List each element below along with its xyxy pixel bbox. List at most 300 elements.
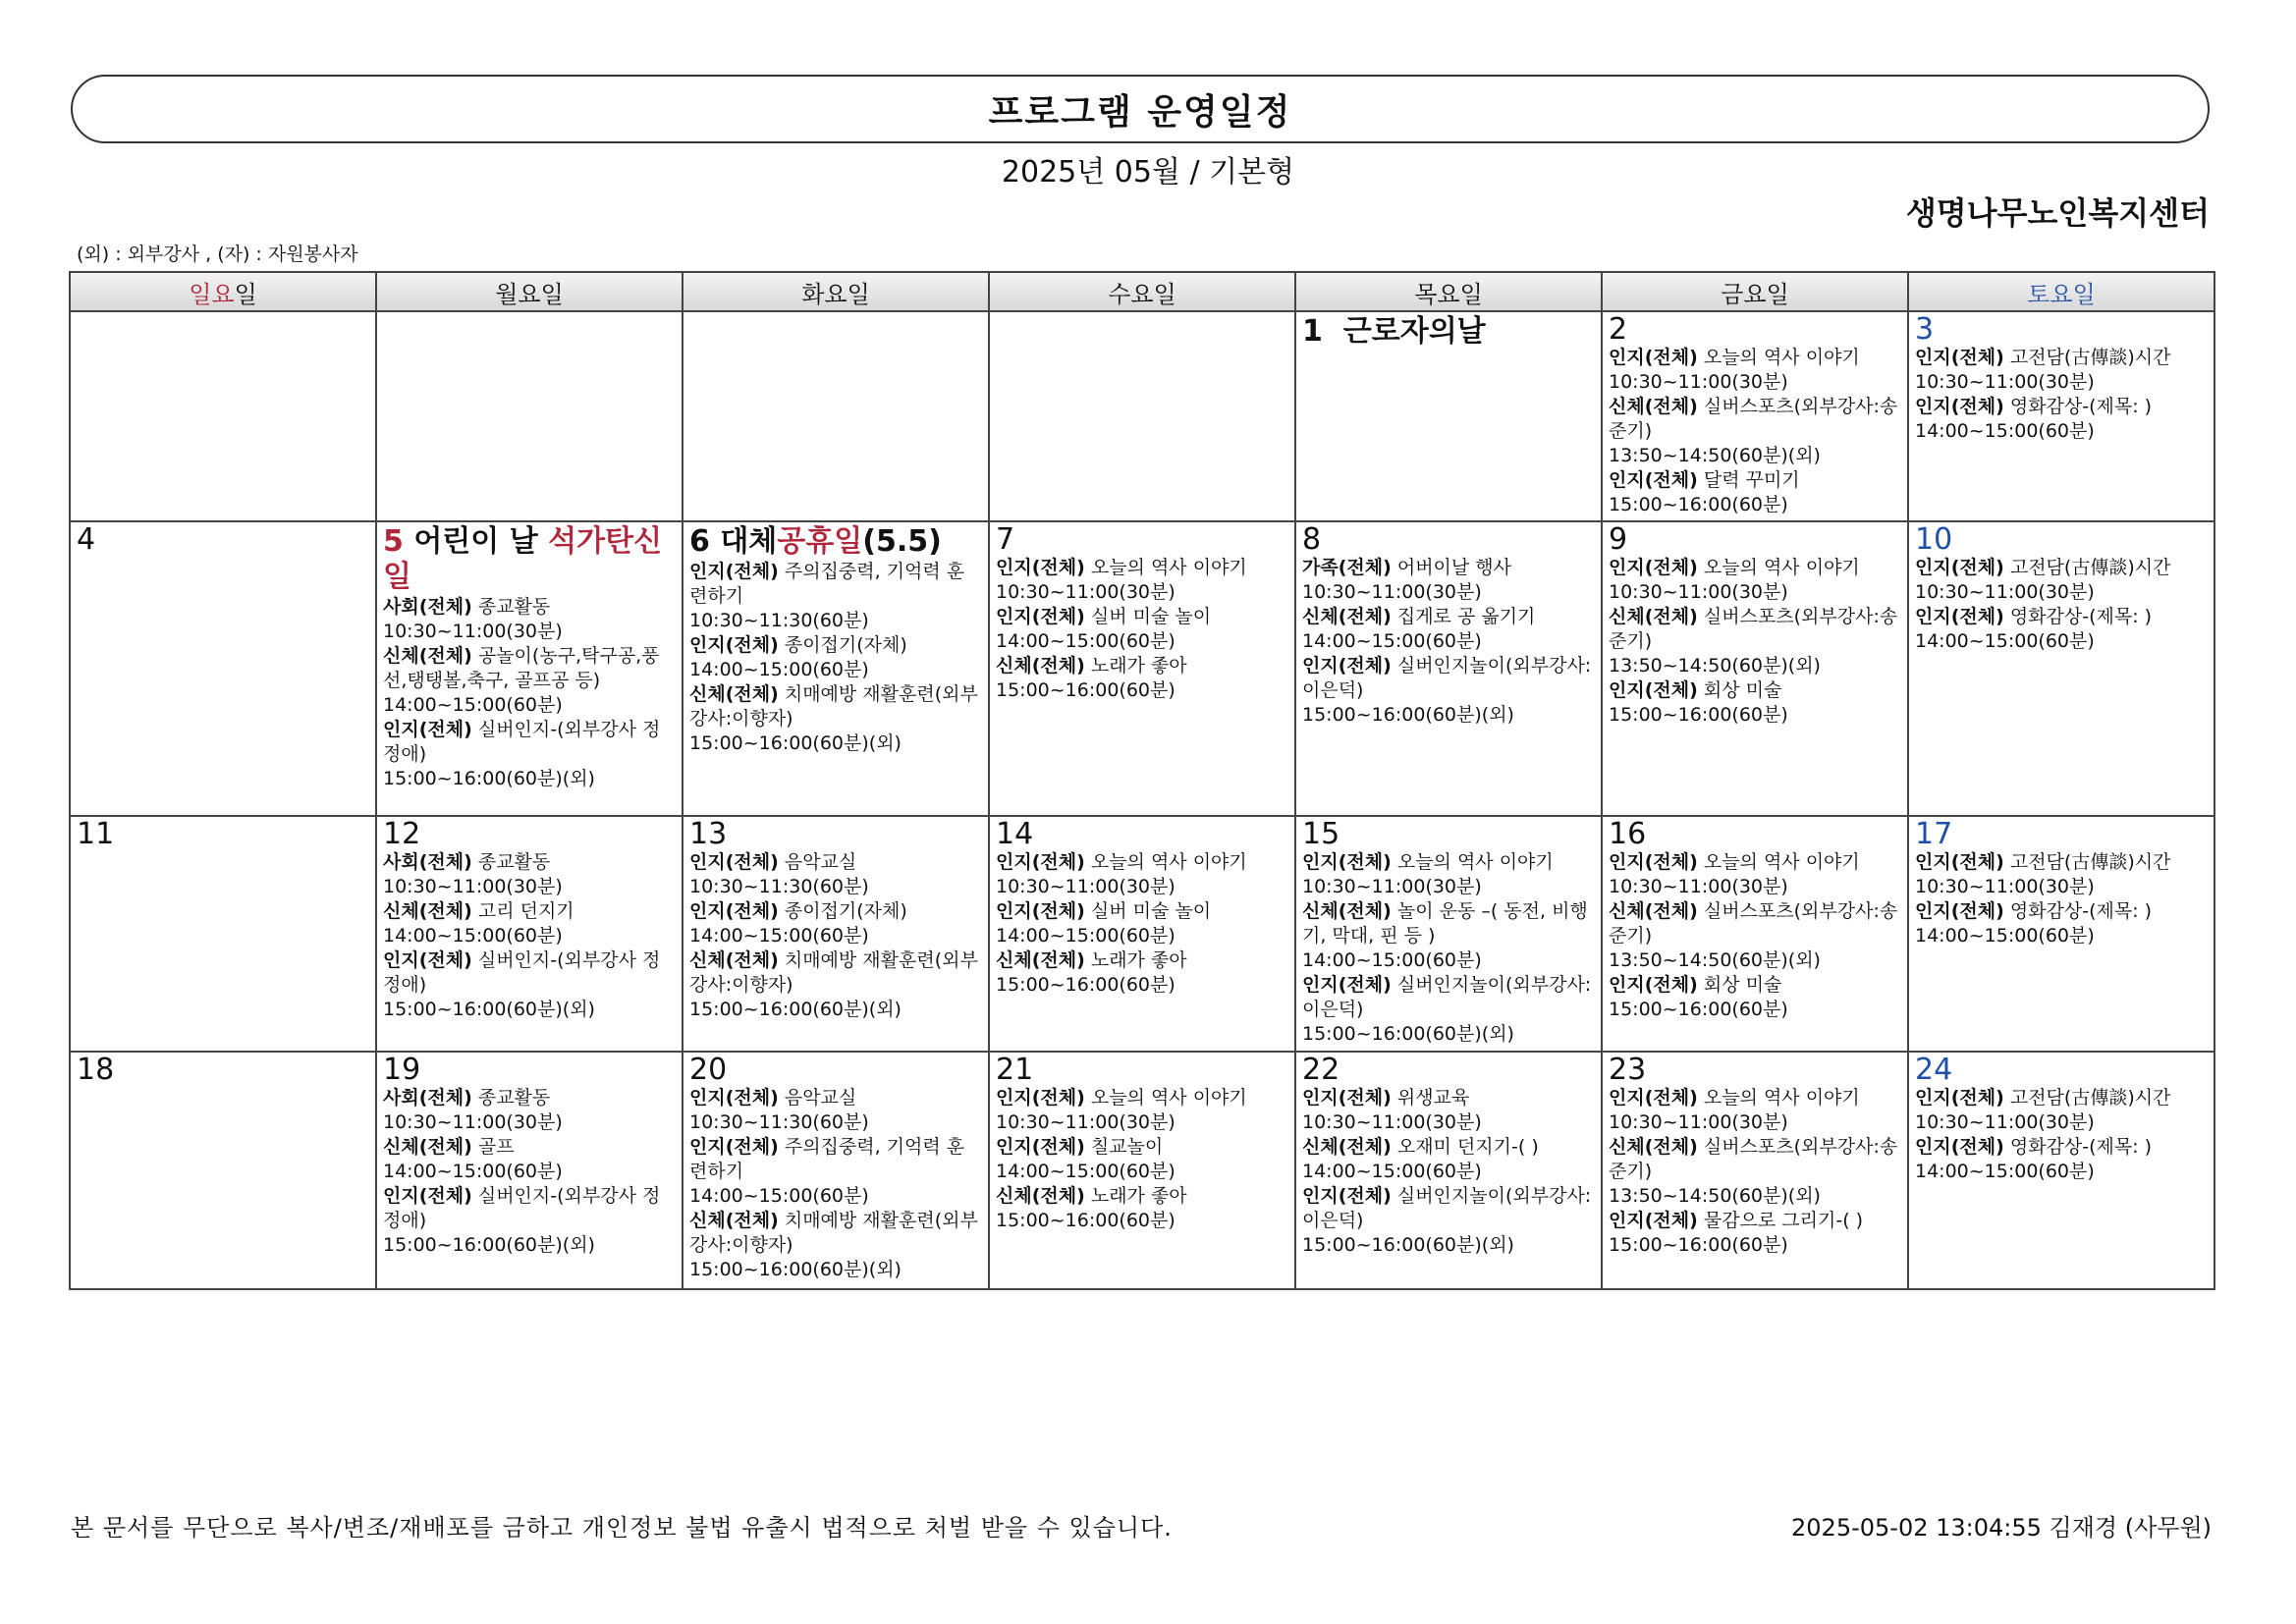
activity <box>1302 605 1595 654</box>
activity-time: 15:00~16:00(60분) <box>1609 1234 1788 1256</box>
day-cell <box>1908 1052 2214 1289</box>
activity-time: 10:30~11:00(30분) <box>1609 1111 1788 1133</box>
activity <box>689 899 982 948</box>
activity-category: 인지(전체) <box>689 851 779 873</box>
activity-time: 10:30~11:30(60분) <box>689 610 869 631</box>
activity-time: 14:00~15:00(60분) <box>383 694 563 716</box>
activity-category: 신체(전체) <box>689 683 779 705</box>
day-cell <box>376 1052 683 1289</box>
day-number: 12 <box>383 817 421 851</box>
day-cell <box>1295 816 1602 1052</box>
activity-category: 인지(전체) <box>1915 851 2004 873</box>
activity <box>383 899 676 948</box>
activity <box>1302 556 1595 605</box>
activity-time: 10:30~11:00(30분) <box>383 876 563 897</box>
day-cell <box>70 1052 376 1289</box>
activity-category: 신체(전체) <box>1302 900 1392 922</box>
activity-category: 인지(전체) <box>383 949 472 971</box>
activity-name: 실버스포츠(외부강사:송준기) <box>1609 606 1898 652</box>
holiday-label: 석가탄신일 <box>383 524 663 594</box>
activity-category: 신체(전체) <box>689 1210 779 1231</box>
activity-name: 실버 미술 놀이 <box>1090 900 1212 922</box>
activity-name: 실버스포츠(외부강사:송준기) <box>1609 900 1898 947</box>
activity-name: 오늘의 역사 이야기 <box>1090 1087 1247 1109</box>
activity-name: 오늘의 역사 이야기 <box>1703 347 1860 368</box>
day-cell <box>683 521 989 816</box>
activity-name: 주의집중력, 기억력 훈련하기 <box>689 561 965 607</box>
activity-category: 인지(전체) <box>1609 469 1698 491</box>
activity-name: 회상 미술 <box>1703 679 1782 701</box>
page-subtitle: 2025년 05월 / 기본형 <box>1001 155 1295 189</box>
activity-category: 신체(전체) <box>1609 396 1698 417</box>
day-cell <box>1602 816 1908 1052</box>
activity <box>689 682 982 756</box>
holiday-label: 어린이 날 <box>413 524 538 559</box>
activity-category: 인지(전체) <box>1915 1136 2004 1158</box>
activity <box>383 850 676 899</box>
activity-time: 14:00~15:00(60분) <box>996 630 1175 652</box>
day-number: 24 <box>1915 1053 1953 1087</box>
weekday-saturday: 토요일 <box>1908 272 2214 311</box>
weekday-thursday: 목요일 <box>1295 272 1602 311</box>
day-cell-empty <box>376 311 683 521</box>
activity-time: 15:00~16:00(60분) <box>1609 704 1788 726</box>
activity-time: 10:30~11:00(30분) <box>996 1111 1175 1133</box>
activity-name: 어버이날 행사 <box>1396 557 1512 578</box>
day-number: 8 <box>1302 522 1322 557</box>
activity-time: 15:00~16:00(60분) <box>996 679 1175 701</box>
activity-category: 인지(전체) <box>1915 396 2004 417</box>
activity-category: 신체(전체) <box>383 1136 472 1158</box>
activity-name: 골프 <box>477 1136 515 1158</box>
day-number: 19 <box>383 1053 421 1087</box>
holiday-label: 공휴일 <box>777 524 863 559</box>
day-number: 4 <box>77 522 96 557</box>
day-number: 13 <box>689 817 728 851</box>
activity-category: 인지(전체) <box>689 900 779 922</box>
activity <box>1915 346 2208 395</box>
activity-name: 고리 던지기 <box>477 900 574 922</box>
activity-name: 실버인지-(외부강사 정정애) <box>383 949 661 996</box>
activity-time: 10:30~11:00(30분) <box>996 876 1175 897</box>
activity <box>1609 1086 1901 1135</box>
activity-category: 인지(전체) <box>1609 347 1698 368</box>
week-row <box>70 816 2214 1052</box>
activity <box>689 1209 982 1282</box>
activity <box>1609 346 1901 395</box>
activity <box>996 1086 1288 1135</box>
activity-time: 13:50~14:50(60분)(외) <box>1609 445 1821 466</box>
activity-category: 인지(전체) <box>996 557 1085 578</box>
activity-category: 인지(전체) <box>1915 1087 2004 1109</box>
activity-name: 오늘의 역사 이야기 <box>1090 851 1247 873</box>
activity-time: 10:30~11:00(30분) <box>1609 581 1788 603</box>
activity-time: 13:50~14:50(60분)(외) <box>1609 655 1821 677</box>
activity-name: 영화감상-(제목: ) <box>2009 900 2153 922</box>
day-cell <box>1295 311 1602 521</box>
activity-category: 사회(전체) <box>383 1087 472 1109</box>
activity-name: 종교활동 <box>477 1087 551 1109</box>
activity <box>383 948 676 1022</box>
activity <box>1302 973 1595 1047</box>
activity-name: 집게로 공 옮기기 <box>1396 606 1536 627</box>
activity-name: 영화감상-(제목: ) <box>2009 1136 2153 1158</box>
organization-name: 생명나무노인복지센터 <box>1905 194 2210 232</box>
activity-name: 고전담(古傳談)시간 <box>2009 347 2171 368</box>
activity-category: 인지(전체) <box>996 606 1085 627</box>
day-number: 11 <box>77 817 115 851</box>
day-number: 6 <box>689 524 710 559</box>
day-cell <box>1602 311 1908 521</box>
activity <box>1915 395 2208 444</box>
activity-time: 13:50~14:50(60분)(외) <box>1609 949 1821 971</box>
week-row <box>70 1052 2214 1289</box>
activity-name: 노래가 좋아 <box>1090 949 1187 971</box>
activity <box>996 1135 1288 1184</box>
activity-name: 노래가 좋아 <box>1090 655 1187 677</box>
day-number: 17 <box>1915 817 1953 851</box>
activity-name: 고전담(古傳談)시간 <box>2009 851 2171 873</box>
activity-category: 신체(전체) <box>996 655 1085 677</box>
activity-time: 14:00~15:00(60분) <box>996 925 1175 947</box>
activity <box>1302 850 1595 899</box>
activity-name: 공놀이(농구,탁구공,풍선,탱탱볼,축구, 골프공 등) <box>383 645 660 691</box>
activity-time: 10:30~11:00(30분) <box>1302 876 1482 897</box>
holiday-label: (5.5) <box>862 524 942 559</box>
activity-name: 오늘의 역사 이야기 <box>1703 557 1860 578</box>
activity-category: 신체(전체) <box>996 1185 1085 1207</box>
activity <box>689 1135 982 1209</box>
day-number: 16 <box>1609 817 1647 851</box>
activity-category: 인지(전체) <box>1609 974 1698 996</box>
activity-time: 10:30~11:00(30분) <box>1302 581 1482 603</box>
activity-category: 인지(전체) <box>383 1185 472 1207</box>
activity-category: 신체(전체) <box>996 949 1085 971</box>
activity-time: 15:00~16:00(60분)(외) <box>1302 1023 1514 1045</box>
activity <box>383 1086 676 1135</box>
day-number: 15 <box>1302 817 1340 851</box>
day-cell <box>683 816 989 1052</box>
activity-category: 인지(전체) <box>1302 1087 1392 1109</box>
activity <box>1609 678 1901 728</box>
activity-category: 인지(전체) <box>1915 347 2004 368</box>
activity-name: 달력 꾸미기 <box>1703 469 1800 491</box>
footer-printed-info: 2025-05-02 13:04:55 김재경 (사무원) <box>1791 1514 2212 1542</box>
activity-time: 14:00~15:00(60분) <box>1302 630 1482 652</box>
activity-category: 인지(전체) <box>996 900 1085 922</box>
day-cell-empty <box>683 311 989 521</box>
holiday-label: 근로자의날 <box>1342 314 1486 349</box>
activity-category: 인지(전체) <box>1302 851 1392 873</box>
activity-category: 신체(전체) <box>1302 1136 1392 1158</box>
activity-category: 인지(전체) <box>996 1087 1085 1109</box>
activity-name: 칠교놀이 <box>1090 1136 1164 1158</box>
legend-note: (외) : 외부강사 , (자) : 자원봉사자 <box>77 244 358 265</box>
activity-name: 치매예방 재활훈련(외부강사:이향자) <box>689 1210 978 1256</box>
activity <box>383 1184 676 1258</box>
activity-time: 14:00~15:00(60분) <box>1302 949 1482 971</box>
activity-category: 인지(전체) <box>689 634 779 656</box>
activity-time: 10:30~11:00(30분) <box>1302 1111 1482 1133</box>
activity <box>1915 850 2208 899</box>
activity-time: 15:00~16:00(60분) <box>1609 494 1788 515</box>
activity-category: 가족(전체) <box>1302 557 1392 578</box>
activity-name: 실버스포츠(외부강사:송준기) <box>1609 396 1898 442</box>
day-cell <box>1602 1052 1908 1289</box>
activity-time: 14:00~15:00(60분) <box>1915 1161 2095 1182</box>
activity-name: 실버인지-(외부강사 정정애) <box>383 1185 661 1231</box>
activity-time: 14:00~15:00(60분) <box>689 925 869 947</box>
day-number: 14 <box>996 817 1034 851</box>
activity <box>1915 899 2208 948</box>
activity <box>383 1135 676 1184</box>
day-number: 1 <box>1302 314 1323 349</box>
activity-category: 신체(전체) <box>689 949 779 971</box>
activity-category: 신체(전체) <box>383 645 472 667</box>
activity-name: 음악교실 <box>784 851 857 873</box>
activity-time: 15:00~16:00(60분) <box>996 974 1175 996</box>
activity-name: 치매예방 재활훈련(외부강사:이향자) <box>689 683 978 730</box>
activity <box>1915 556 2208 605</box>
activity <box>1609 1209 1901 1258</box>
day-cell <box>376 521 683 816</box>
activity-time: 10:30~11:30(60분) <box>689 876 869 897</box>
activity-time: 15:00~16:00(60분) <box>1609 999 1788 1020</box>
activity <box>1915 605 2208 654</box>
day-number: 3 <box>1915 312 1935 347</box>
activity-time: 10:30~11:00(30분) <box>1609 876 1788 897</box>
activity <box>1609 395 1901 468</box>
activity-name: 놀이 운동 –( 동전, 비행기, 막대, 핀 등 ) <box>1302 900 1588 947</box>
activity-time: 10:30~11:00(30분) <box>383 621 563 642</box>
activity-time: 14:00~15:00(60분) <box>689 1185 869 1207</box>
activity <box>689 948 982 1022</box>
activity-name: 오늘의 역사 이야기 <box>1703 1087 1860 1109</box>
activity <box>1302 899 1595 973</box>
weekday-wednesday: 수요일 <box>989 272 1295 311</box>
activity-category: 인지(전체) <box>1915 606 2004 627</box>
day-number: 5 <box>383 524 404 559</box>
activity <box>996 899 1288 948</box>
activity <box>1302 1135 1595 1184</box>
activity-category: 인지(전체) <box>1609 851 1698 873</box>
activity-category: 인지(전체) <box>689 1136 779 1158</box>
activity <box>689 850 982 899</box>
activity <box>383 595 676 644</box>
activity-name: 고전담(古傳談)시간 <box>2009 1087 2171 1109</box>
page-title: 프로그램 운영일정 <box>988 91 1292 133</box>
activity-time: 14:00~15:00(60분) <box>1915 420 2095 442</box>
day-cell <box>1908 521 2214 816</box>
activity-name: 종교활동 <box>477 596 551 618</box>
day-number: 23 <box>1609 1053 1647 1087</box>
day-holiday-line <box>689 524 982 560</box>
activity-category: 사회(전체) <box>383 851 472 873</box>
activity-category: 인지(전체) <box>1915 557 2004 578</box>
activity-category: 인지(전체) <box>1302 974 1392 996</box>
activity-time: 14:00~15:00(60분) <box>1302 1161 1482 1182</box>
activity-name: 치매예방 재활훈련(외부강사:이향자) <box>689 949 978 996</box>
activity-time: 10:30~11:00(30분) <box>1915 876 2095 897</box>
activity <box>1609 850 1901 899</box>
activity-category: 인지(전체) <box>1915 900 2004 922</box>
activity-name: 영화감상-(제목: ) <box>2009 606 2153 627</box>
activity-name: 영화감상-(제목: ) <box>2009 396 2153 417</box>
activity-name: 종교활동 <box>477 851 551 873</box>
week-row <box>70 521 2214 816</box>
activity-time: 10:30~11:00(30분) <box>1915 1111 2095 1133</box>
day-number: 10 <box>1915 522 1953 557</box>
activity-name: 오늘의 역사 이야기 <box>1703 851 1860 873</box>
activity-name: 실버인지놀이(외부강사:이은덕) <box>1302 1185 1592 1231</box>
activity <box>689 633 982 682</box>
activity-time: 10:30~11:00(30분) <box>1915 371 2095 393</box>
activity <box>1915 1135 2208 1184</box>
activity <box>1609 899 1901 973</box>
day-cell <box>1908 311 2214 521</box>
day-holiday-line <box>383 524 676 595</box>
activity-category: 신체(전체) <box>1302 606 1392 627</box>
activity <box>996 605 1288 654</box>
activity-category: 인지(전체) <box>996 1136 1085 1158</box>
activity <box>1609 556 1901 605</box>
activity-time: 15:00~16:00(60분)(외) <box>689 1259 902 1280</box>
activity-name: 오늘의 역사 이야기 <box>1396 851 1554 873</box>
activity-time: 14:00~15:00(60분) <box>1915 630 2095 652</box>
activity-time: 10:30~11:00(30분) <box>1609 371 1788 393</box>
activity-name: 고전담(古傳談)시간 <box>2009 557 2171 578</box>
day-cell <box>989 521 1295 816</box>
activity-category: 인지(전체) <box>1609 1210 1698 1231</box>
activity-time: 15:00~16:00(60분)(외) <box>1302 704 1514 726</box>
day-number: 20 <box>689 1053 728 1087</box>
activity <box>996 556 1288 605</box>
day-cell-empty <box>70 311 376 521</box>
activity-category: 인지(전체) <box>383 719 472 740</box>
activity-time: 14:00~15:00(60분) <box>689 659 869 680</box>
activity <box>1302 1184 1595 1258</box>
activity-category: 인지(전체) <box>996 851 1085 873</box>
activity-name: 오늘의 역사 이야기 <box>1090 557 1247 578</box>
footer-notice: 본 문서를 무단으로 복사/변조/재배포를 금하고 개인정보 불법 유출시 법적으로 처벌 받을 수 있습니다. <box>71 1514 1173 1542</box>
activity-category: 인지(전체) <box>689 1087 779 1109</box>
weekday-tuesday: 화요일 <box>683 272 989 311</box>
weekday-monday: 월요일 <box>376 272 683 311</box>
activity-name: 물감으로 그리기-( ) <box>1703 1210 1864 1231</box>
activity <box>1302 1086 1595 1135</box>
activity-name: 종이접기(자체) <box>784 900 907 922</box>
activity-name: 회상 미술 <box>1703 974 1782 996</box>
day-cell <box>376 816 683 1052</box>
day-cell <box>1908 816 2214 1052</box>
activity-category: 신체(전체) <box>383 900 472 922</box>
day-number: 9 <box>1609 522 1628 557</box>
activity <box>1609 1135 1901 1209</box>
activity-time: 10:30~11:30(60분) <box>689 1111 869 1133</box>
activity <box>1609 973 1901 1022</box>
day-cell <box>70 816 376 1052</box>
activity-time: 13:50~14:50(60분)(외) <box>1609 1185 1821 1207</box>
activity-name: 실버인지놀이(외부강사:이은덕) <box>1302 655 1592 701</box>
day-cell <box>1295 521 1602 816</box>
activity-time: 10:30~11:00(30분) <box>383 1111 563 1133</box>
activity-time: 14:00~15:00(60분) <box>996 1161 1175 1182</box>
activity-name: 종이접기(자체) <box>784 634 907 656</box>
day-number: 22 <box>1302 1053 1340 1087</box>
title-box <box>71 75 2210 143</box>
day-cell <box>683 1052 989 1289</box>
activity <box>1609 468 1901 517</box>
activity-category: 인지(전체) <box>1302 655 1392 677</box>
day-number: 2 <box>1609 312 1628 347</box>
activity-time: 15:00~16:00(60분)(외) <box>383 999 595 1020</box>
activity-category: 인지(전체) <box>1609 679 1698 701</box>
activity-category: 인지(전체) <box>689 561 779 582</box>
weekday-friday: 금요일 <box>1602 272 1908 311</box>
activity <box>1609 605 1901 678</box>
activity-time: 15:00~16:00(60분)(외) <box>383 768 595 789</box>
day-cell <box>1295 1052 1602 1289</box>
activity <box>689 560 982 633</box>
holiday-label: 대체 <box>720 524 778 559</box>
day-cell-empty <box>989 311 1295 521</box>
day-cell <box>70 521 376 816</box>
activity <box>996 850 1288 899</box>
activity-name: 실버 미술 놀이 <box>1090 606 1212 627</box>
activity-time: 15:00~16:00(60분)(외) <box>383 1234 595 1256</box>
activity-name: 실버인지놀이(외부강사:이은덕) <box>1302 974 1592 1020</box>
day-number: 18 <box>77 1053 115 1087</box>
activity-name: 오재미 던지기-( ) <box>1396 1136 1539 1158</box>
weekday-header-row <box>70 272 2214 311</box>
activity-category: 신체(전체) <box>1609 1136 1698 1158</box>
activity-name: 노래가 좋아 <box>1090 1185 1187 1207</box>
activity-time: 14:00~15:00(60분) <box>1915 925 2095 947</box>
activity-time: 15:00~16:00(60분) <box>996 1210 1175 1231</box>
schedule-calendar <box>69 271 2215 1290</box>
day-number: 21 <box>996 1053 1034 1087</box>
weekday-sunday: 일요일 <box>70 272 376 311</box>
day-cell <box>1602 521 1908 816</box>
day-cell <box>989 816 1295 1052</box>
activity <box>996 1184 1288 1233</box>
activity-time: 15:00~16:00(60분)(외) <box>689 732 902 754</box>
activity <box>996 948 1288 998</box>
day-holiday-line <box>1302 314 1595 350</box>
activity <box>383 718 676 791</box>
activity-category: 사회(전체) <box>383 596 472 618</box>
activity-name: 실버인지-(외부강사 정정애) <box>383 719 661 765</box>
day-cell <box>989 1052 1295 1289</box>
activity-time: 10:30~11:00(30분) <box>1915 581 2095 603</box>
activity <box>1302 654 1595 728</box>
activity-category: 인지(전체) <box>1609 1087 1698 1109</box>
activity-time: 10:30~11:00(30분) <box>996 581 1175 603</box>
activity-time: 14:00~15:00(60분) <box>383 925 563 947</box>
day-number: 7 <box>996 522 1015 557</box>
activity-time: 15:00~16:00(60분)(외) <box>1302 1234 1514 1256</box>
activity <box>1915 1086 2208 1135</box>
activity-category: 인지(전체) <box>1302 1185 1392 1207</box>
activity-category: 신체(전체) <box>1609 900 1698 922</box>
activity <box>689 1086 982 1135</box>
activity-time: 15:00~16:00(60분)(외) <box>689 999 902 1020</box>
activity-category: 신체(전체) <box>1609 606 1698 627</box>
activity-time: 14:00~15:00(60분) <box>383 1161 563 1182</box>
activity-name: 위생교육 <box>1396 1087 1470 1109</box>
activity-name: 음악교실 <box>784 1087 857 1109</box>
activity <box>383 644 676 718</box>
